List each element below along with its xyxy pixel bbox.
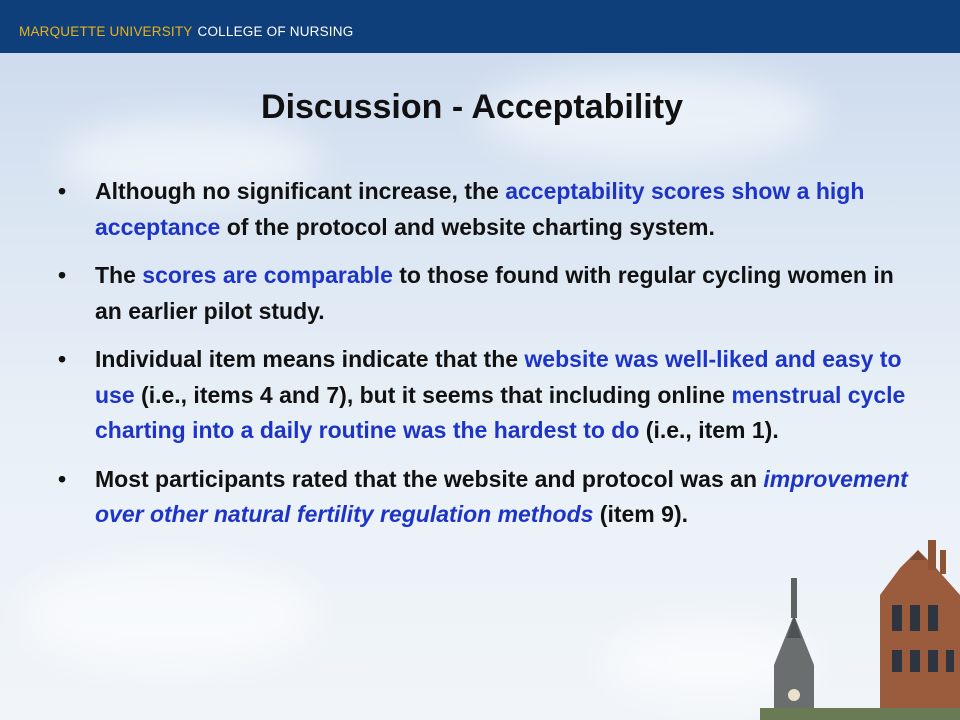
bullet-text: Individual item means indicate that the	[95, 346, 525, 372]
header-bar	[0, 0, 960, 53]
bullet-text: to those found with regular cycling women in an earlier pilot study.	[95, 262, 894, 324]
list-item	[58, 342, 908, 449]
bullet-text: (item 9).	[593, 501, 688, 527]
bullet-text: (i.e., item 1).	[639, 417, 779, 443]
college-name: COLLEGE OF NURSING	[197, 24, 354, 39]
bullet-dot: •	[58, 346, 67, 372]
list-item	[58, 174, 908, 245]
bullet-text: The	[95, 262, 143, 288]
bullet-text: of the protocol and website charting system.	[220, 213, 715, 240]
bullet-list	[58, 174, 908, 546]
church-tower-image	[760, 520, 960, 720]
bullet-text: (i.e., items 4 and 7), but it seems that including online	[134, 381, 732, 408]
cloud-decoration	[20, 560, 320, 670]
bullet-text: Although no significant increase, the	[95, 178, 506, 204]
bullet-highlight: website was well-liked and easy to use	[95, 346, 902, 408]
bullet-highlight: menstrual cycle charting into a daily routine was the hardest to do	[95, 381, 906, 443]
bullet-highlight-italic: improvement over other natural fertility regulation methods	[95, 465, 908, 527]
bullet-highlight: acceptability scores show a high acceptance	[95, 178, 865, 240]
bullet-dot: •	[58, 262, 67, 288]
header-label	[19, 24, 353, 39]
university-name: MARQUETTE UNIVERSITY	[19, 24, 193, 39]
bullet-dot: •	[58, 465, 67, 492]
bullet-dot: •	[58, 178, 67, 204]
bullet-text: Most participants rated that the website and protocol was an	[95, 465, 764, 492]
list-item	[58, 462, 908, 533]
slide-title: Discussion - Acceptability	[261, 88, 683, 126]
list-item	[58, 258, 908, 329]
bullet-highlight: scores are comparable	[142, 262, 393, 288]
